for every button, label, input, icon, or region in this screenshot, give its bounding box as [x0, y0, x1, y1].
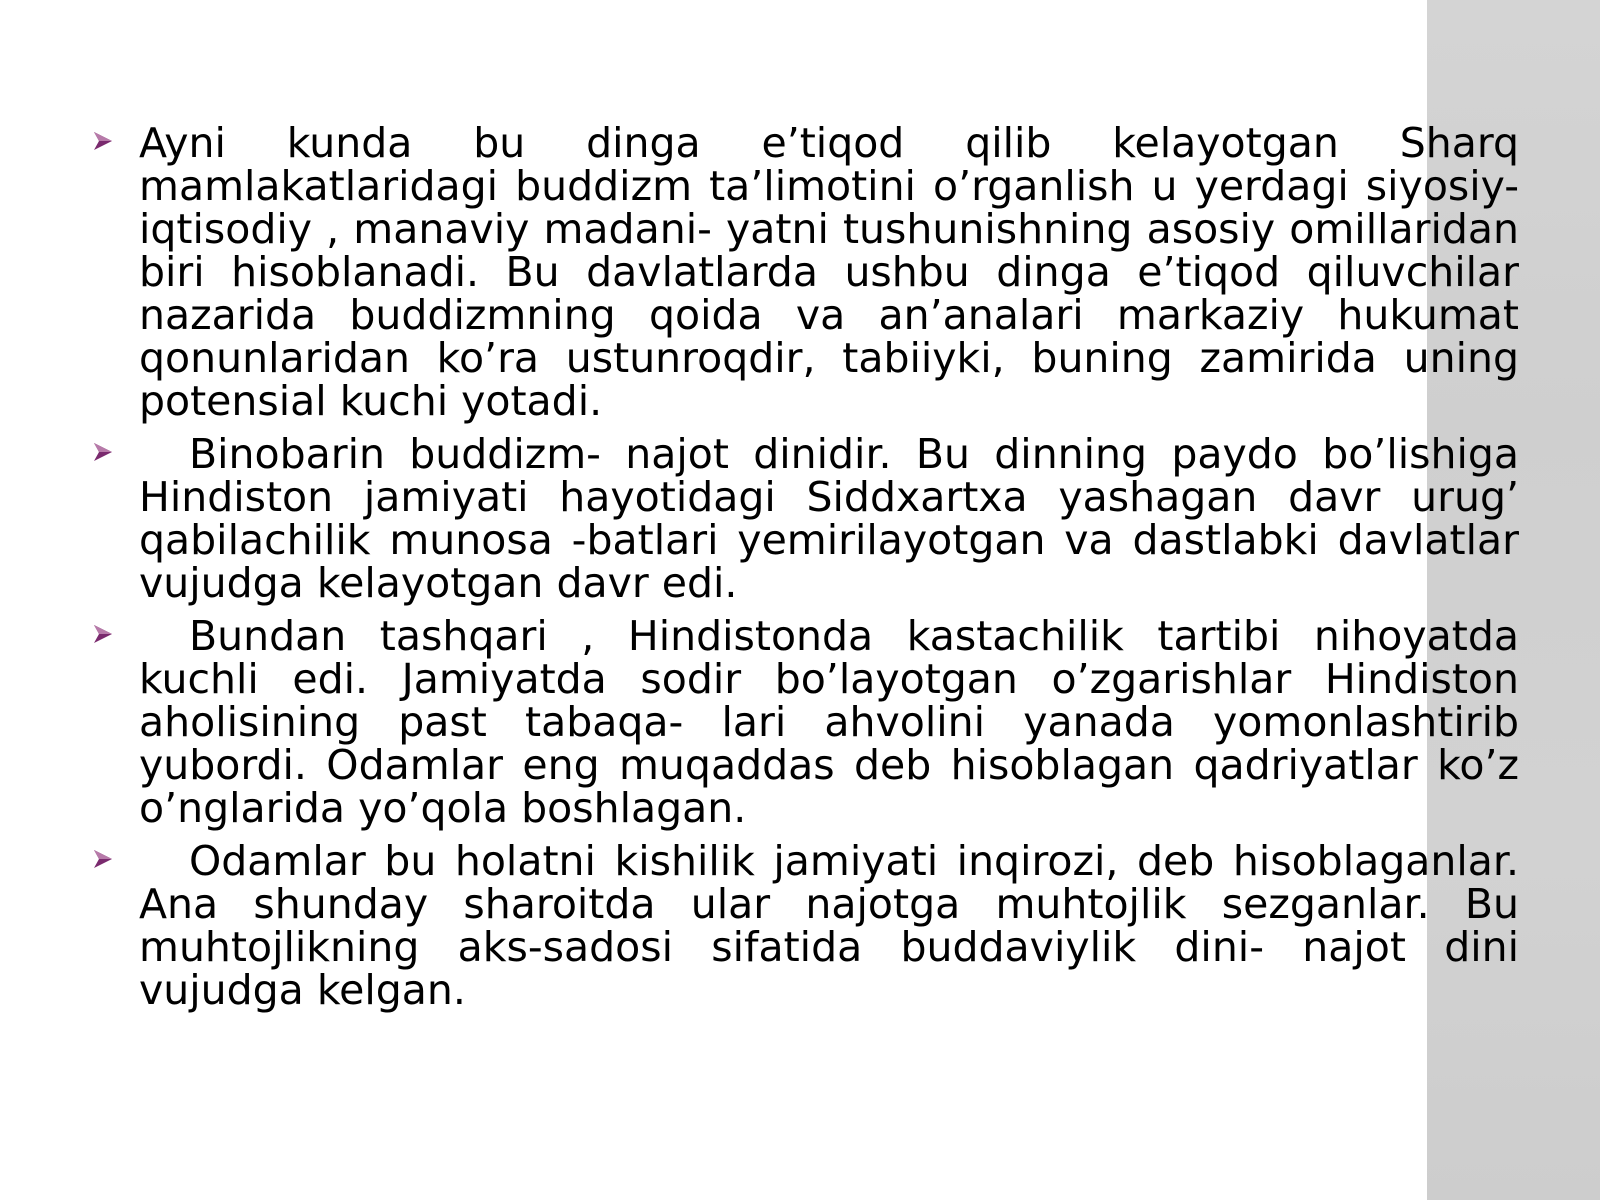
paragraph-text-content: Binobarin buddizm- najot dinidir. Bu dinning paydo bo’lishiga Hindiston jamiyati hayotidagi Siddxartxa yashagan davr urug’ qabilachilik munosa -batlari yemirilayotgan va dastlabki davlatlar vujudga kelayotgan davr edi. [139, 430, 1519, 607]
paragraph-text-content: Odamlar bu holatni kishilik jamiyati inqirozi, deb hisoblaganlar. Ana shunday sharoitda ular najotga muhtojlik sezganlar. Bu muhtojlikning aks-sadosi sifatida buddaviylik dini- najot dini vujudga kelgan. [139, 837, 1519, 1014]
arrowhead-bullet-icon [93, 130, 113, 152]
paragraph-text [139, 430, 1519, 607]
bullet-paragraph-1 [0, 119, 1600, 425]
paragraph-text: Ayni kunda bu dinga e’tiqod qilib kelayotgan Sharq mamlakatlaridagi buddizm ta’limotini o’rganlish u yerdagi siyosiy-iqtisodiy , manaviy madani- yatni tushunishning asosiy omillaridan biri hisoblanadi. Bu davlatlarda ushbu dinga e’tiqod qiluvchilar nazarida buddizmning qoida va an’analari markaziy hukumat qonunlaridan ko’ra ustunroqdir, tabiiyki, buning zamirida uning potensial kuchi yotadi. [139, 119, 1519, 425]
slide-body [0, 119, 1600, 1022]
paragraph-text [139, 612, 1519, 832]
arrowhead-bullet-icon [93, 848, 113, 870]
paragraph-text [139, 837, 1519, 1014]
bullet-paragraph-4 [0, 837, 1600, 1014]
arrowhead-bullet-icon [93, 623, 113, 645]
arrowhead-bullet-icon [93, 441, 113, 463]
bullet-paragraph-2 [0, 430, 1600, 607]
bullet-paragraph-3 [0, 612, 1600, 832]
paragraph-text-content: Bundan tashqari , Hindistonda kastachilik tartibi nihoyatda kuchli edi. Jamiyatda sodir bo’layotgan o’zgarishlar Hindiston aholisining past tabaqa- lari ahvolini yanada yomonlashtirib yubordi. Odamlar eng muqaddas deb hisoblagan qadriyatlar ko’z o’nglarida yo’qola boshlagan. [139, 612, 1519, 832]
